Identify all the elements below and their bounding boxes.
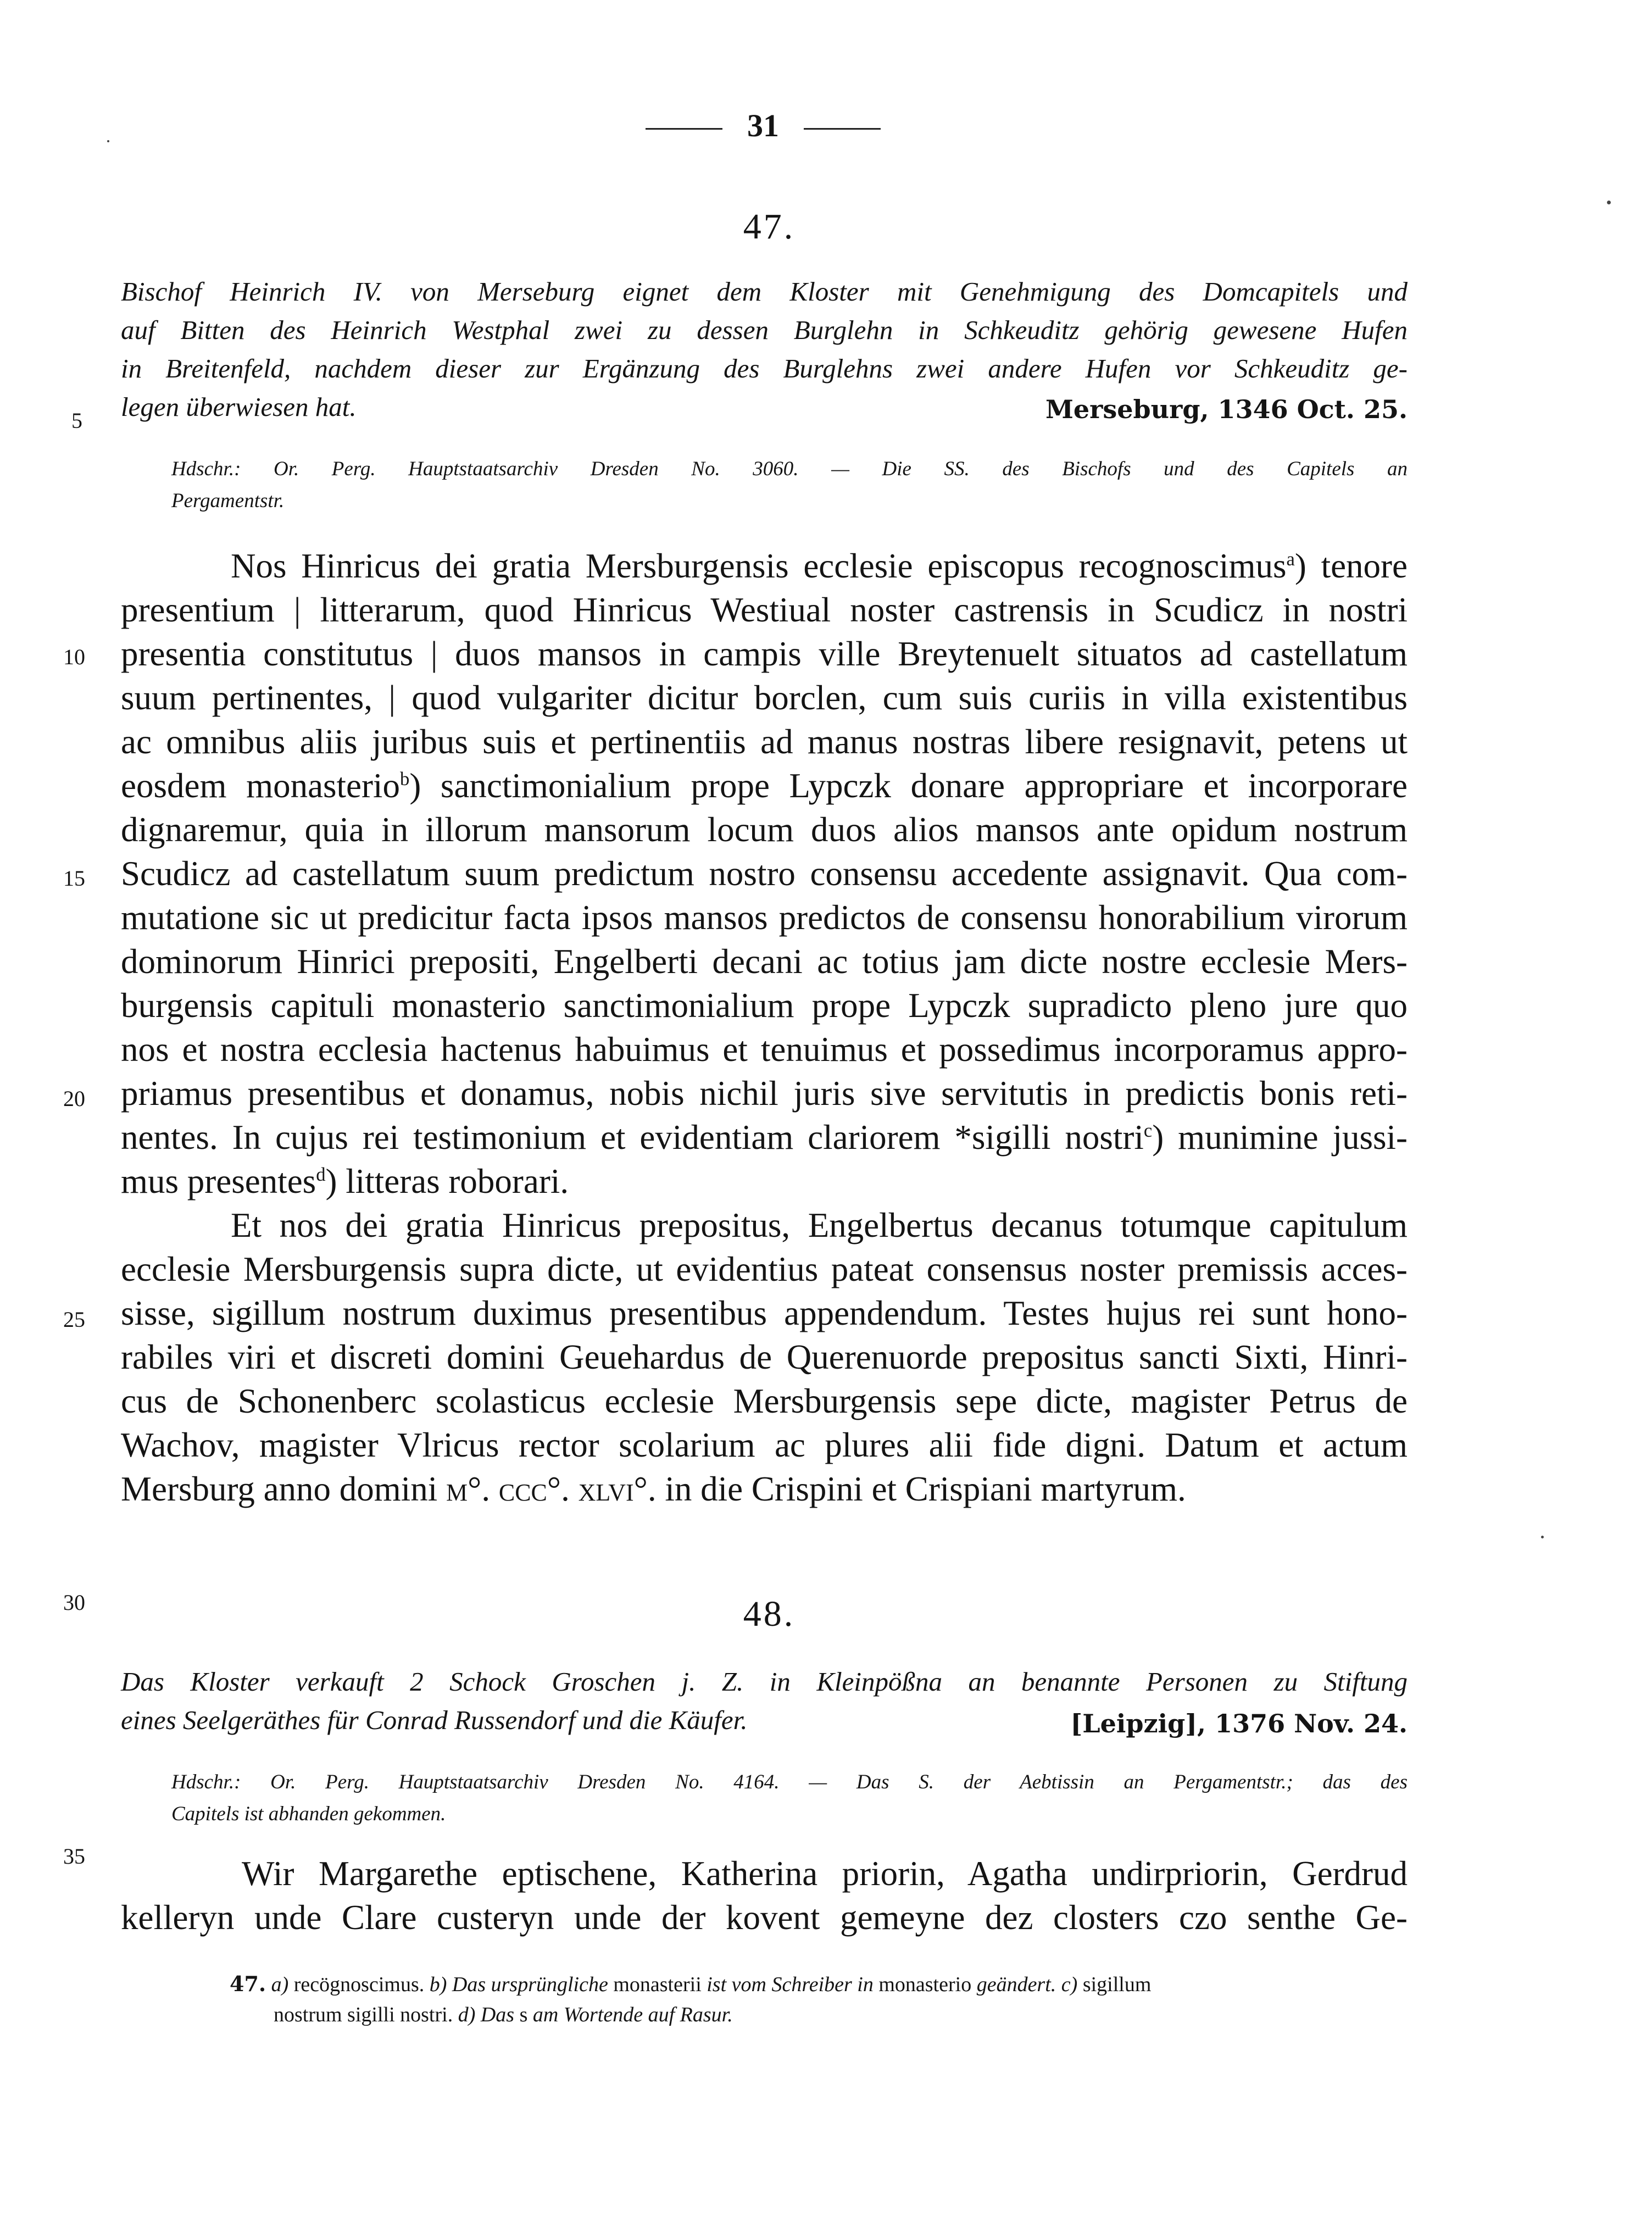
body-line: Wir Margarethe eptischene, Katherina priorin, Agatha undirpriorin, Gerdrud	[242, 1854, 1408, 1893]
scan-speck	[1607, 201, 1611, 204]
body-line: suum pertinentes, | quod vulgariter dicitur borclen, cum suis curiis in villa existentibus	[121, 679, 1408, 717]
body-line: ecclesie Mersburgensis supra dicte, ut evidentius pateat consensus noster premissis acces-	[121, 1250, 1408, 1288]
line-number: 10	[63, 644, 85, 669]
body-line: nentes. In cujus rei testimonium et evidentiam clariorem *sigilli nostri$^c$) munimine jussi-	[121, 1118, 1408, 1157]
body-line: nos et nostra ecclesia hactenus habuimus et tenuimus et possedimus incorporamus appro-	[121, 1030, 1408, 1069]
line-number: 30	[63, 1590, 85, 1615]
body-line: presentia constitutus | duos mansos in campis ville Breytenuelt situatos ad castellatum	[121, 635, 1408, 673]
body-line: burgensis capituli monasterio sanctimonialium prope Lypczk supradicto pleno jure quo	[121, 986, 1408, 1025]
body-line: sisse, sigillum nostrum duximus presentibus appendendum. Testes hujus rei sunt hono-	[121, 1294, 1408, 1332]
line-number: 35	[63, 1844, 85, 1869]
entry-source: Hdschr.: Or. Perg. Hauptstaatsarchiv Dresden No. 4164. — Das S. der Aebtissin an Pergamentstr.; das des	[171, 1771, 1408, 1793]
entry-number: 48.	[743, 1594, 796, 1634]
entry-summary-line: Bischof Heinrich IV. von Merseburg eignet dem Kloster mit Genehmigung des Domcapitels und	[121, 276, 1408, 307]
entry-place-date: Merseburg, 1346 Oct. 25.	[1045, 394, 1408, 424]
body-line: priamus presentibus et donamus, nobis nichil juris sive servitutis in predictis bonis reti-	[121, 1074, 1408, 1113]
scan-speck	[107, 140, 109, 142]
entry-summary-line: auf Bitten des Heinrich Westphal zwei zu dessen Burglehn in Schkeuditz gehörig gewesene Hufen	[121, 315, 1408, 345]
footnote-line: 47. a) recögnoscimus. b) Das ursprüngliche monasterii ist vom Schreiber in monasterio geändert. c) sigillum	[230, 1971, 1152, 1996]
body-line: mutatione sic ut predicitur facta ipsos mansos predictos de consensu honorabilium virorum	[121, 898, 1408, 937]
footnote-line: nostrum sigilli nostri. d) Das s am Wortende auf Rasur.	[274, 2003, 733, 2026]
body-line: presentium | litterarum, quod Hinricus Westiual noster castrensis in Scudicz in nostri	[121, 591, 1408, 629]
entry-summary-line: Das Kloster verkauft 2 Schock Groschen j. Z. in Kleinpößna an benannte Personen zu Stiftung	[121, 1666, 1408, 1697]
entry-source: Pergamentstr.	[171, 490, 285, 512]
entry-summary-line: eines Seelgeräthes für Conrad Russendorf und die Käufer.	[121, 1705, 748, 1735]
header-rule-right	[804, 128, 881, 130]
line-number: 20	[63, 1086, 85, 1111]
body-line: dignaremur, quia in illorum mansorum locum duos alios mansos ante opidum nostrum	[121, 810, 1408, 849]
body-line: Nos Hinricus dei gratia Mersburgensis ecclesie episcopus recognoscimus$^a$) tenore	[231, 547, 1408, 585]
body-line: Wachov, magister Vlricus rector scolarium ac plures alii fide digni. Datum et actum	[121, 1426, 1408, 1464]
entry-summary-line: legen überwiesen hat.	[121, 392, 357, 422]
entry-summary-line: in Breitenfeld, nachdem dieser zur Ergänzung des Burglehns zwei andere Hufen vor Schkeuditz ge-	[121, 353, 1408, 384]
scan-speck	[1541, 1536, 1544, 1538]
body-line: ac omnibus aliis juribus suis et pertinentiis ad manus nostras libere resignavit, petens ut	[121, 723, 1408, 761]
entry-source: Capitels ist abhanden gekommen.	[171, 1803, 446, 1825]
body-line: Mersburg anno domini m°. ccc°. xlvi°. in die Crispini et Crispiani martyrum.	[121, 1470, 1186, 1508]
body-line: eosdem monasterio$^b$) sanctimonialium prope Lypczk donare appropriare et incorporare	[121, 766, 1408, 805]
body-line: dominorum Hinrici prepositi, Engelberti decani ac totius jam dicte nostre ecclesie Mers-	[121, 942, 1408, 981]
body-line: Et nos dei gratia Hinricus prepositus, Engelbertus decanus totumque capitulum	[231, 1206, 1408, 1244]
entry-number: 47.	[743, 207, 796, 247]
body-line: Scudicz ad castellatum suum predictum nostro consensu accedente assignavit. Qua com-	[121, 854, 1408, 893]
entry-source: Hdschr.: Or. Perg. Hauptstaatsarchiv Dresden No. 3060. — Die SS. des Bischofs und des Capitels an	[171, 458, 1408, 480]
line-number: 15	[63, 866, 85, 891]
entry-place-date: [Leipzig], 1376 Nov. 24.	[1070, 1709, 1408, 1738]
body-line: rabiles viri et discreti domini Geuehardus de Querenuorde prepositus sancti Sixti, Hinri-	[121, 1338, 1408, 1376]
body-line: cus de Schonenberc scolasticus ecclesie Mersburgensis sepe dicte, magister Petrus de	[121, 1382, 1408, 1420]
body-line: kelleryn unde Clare custeryn unde der kovent gemeyne dez closters czo senthe Ge-	[121, 1898, 1408, 1937]
line-number: 25	[63, 1307, 85, 1332]
line-number: 5	[71, 408, 82, 433]
page-number: 31	[621, 107, 868, 144]
body-line: mus presentes$^d$) litteras roborari.	[121, 1162, 569, 1201]
header-rule-left	[646, 128, 722, 130]
